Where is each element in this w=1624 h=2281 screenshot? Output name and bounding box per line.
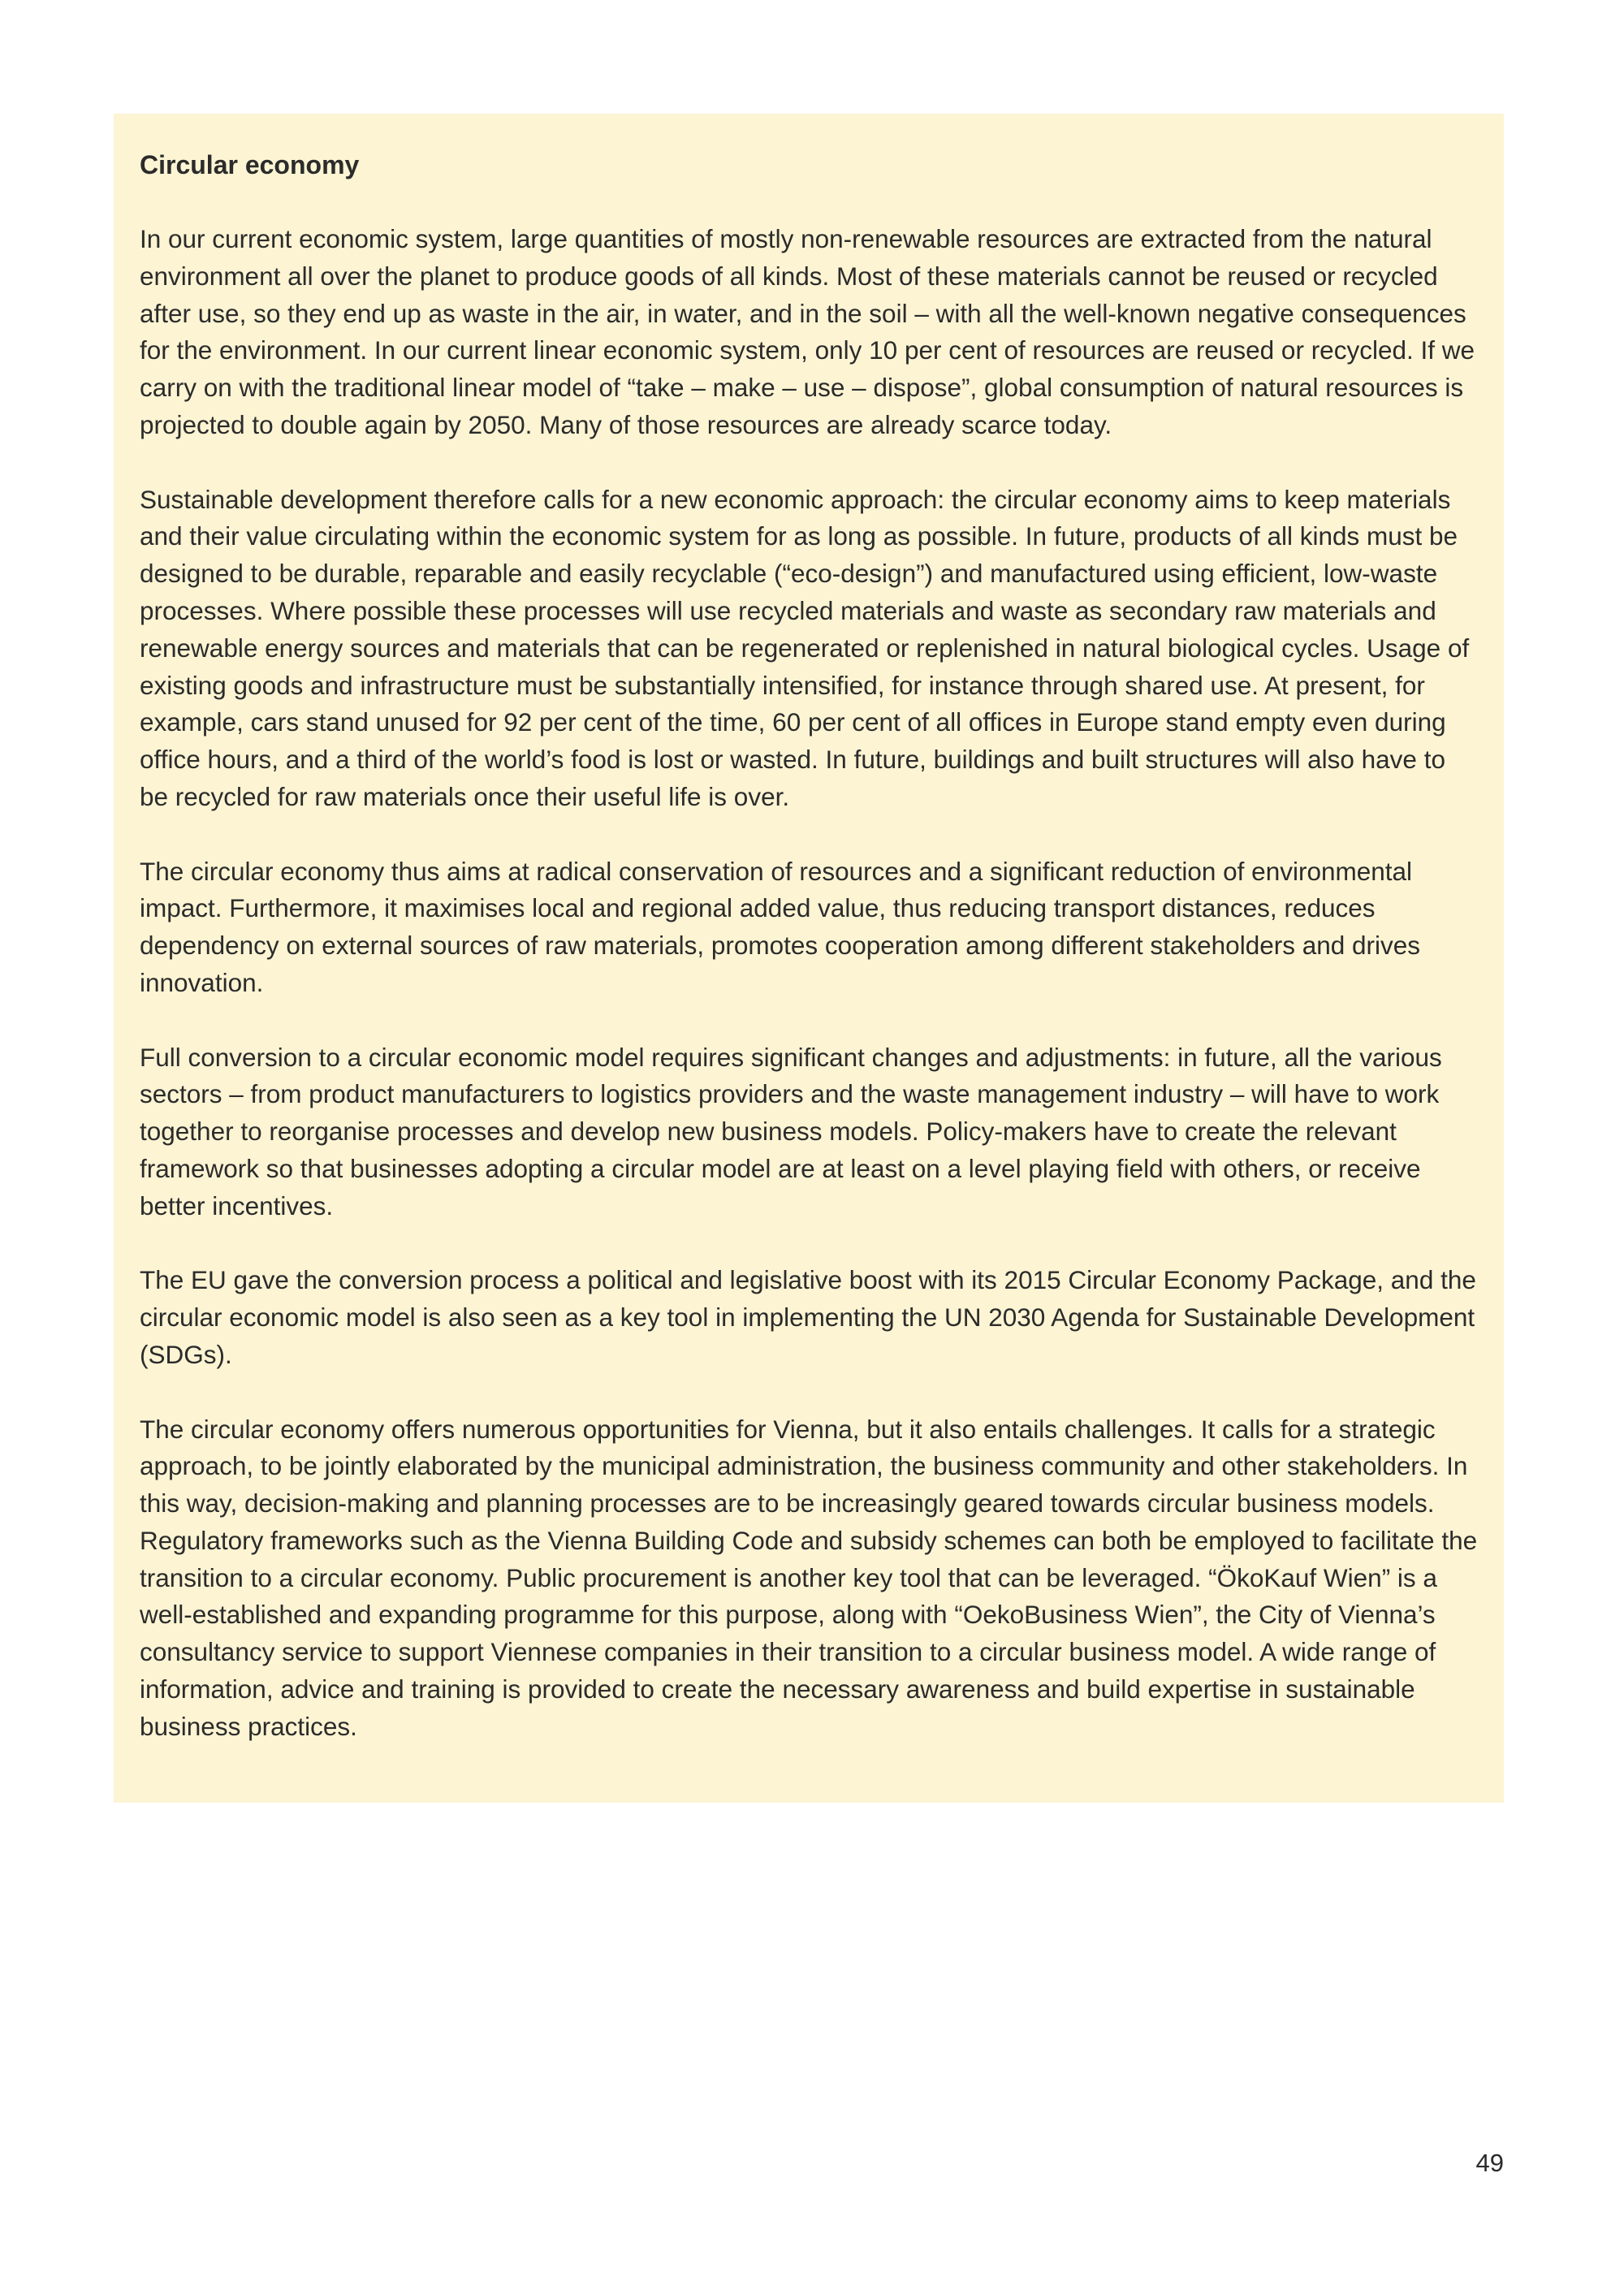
paragraph-vienna-opportunities: The circular economy offers numerous opportunities for Vienna, but it also entails challenges. It calls for a strategic approach, to be jointly elaborated by the municipal administration, the business community and other stakeholders. In this way, decision-making and planning processes are to be increasingly geared towards circular business models. Regulatory frameworks such as the Vienna Building Code and subsidy schemes can both be employed to facilitate the transition to a circular economy. Public procurement is another key tool that can be leveraged. “ÖkoKauf Wien” is a well-established and expanding programme for this purpose, along with “OekoBusiness Wien”, the City of Vienna’s consultancy service to support Viennese companies in their transition to a circular business model. A wide range of information, advice and training is provided to create the necessary awareness and build expertise in sustainable business practices. — [140, 1414, 1478, 1741]
box-title: Circular economy — [140, 150, 360, 179]
circular-economy-box — [114, 114, 1504, 1803]
paragraph-current-system: In our current economic system, large quantities of mostly non-renewable resources are extracted from the natural environment all over the planet to produce goods of all kinds. Most of these materials cannot be reused or recycled after use, so they end up as waste in the air, in water, and in the soil – with all the well-known negative consequences for the environment. In our current linear economic system, only 10 per cent of resources are reused or recycled. If we carry on with the traditional linear model of “take – make – use – dispose”, global consumption of natural resources is projected to double again by 2050. Many of those resources are already scarce today. — [140, 224, 1475, 439]
paragraph-sustainable-development: Sustainable development therefore calls for a new economic approach: the circular economy aims to keep materials and their value circulating within the economic system for as long as possible. In future, products of all kinds must be designed to be durable, reparable and easily recyclable (“eco-design”) and manufactured using efficient, low-waste processes. Where possible these processes will use recycled materials and waste as secondary raw materials and renewable energy sources and materials that can be regenerated or replenished in natural biological cycles. Usage of existing goods and infrastructure must be substantially intensified, for instance through shared use. At present, for example, cars stand unused for 92 per cent of the time, 60 per cent of all offices in Europe stand empty even during office hours, and a third of the world’s food is lost or wasted. In future, buildings and built structures will also have to be recycled for raw materials once their useful life is over. — [140, 484, 1470, 811]
paragraph-full-conversion: Full conversion to a circular economic model requires significant changes and adjustments: in future, all the various sectors – from product manufacturers to logistics providers and the waste management industry – will have to work together to reorganise processes and develop new business models. Policy-makers have to create the relevant framework so that businesses adopting a circular model are at least on a level playing field with others, or receive better incentives. — [140, 1042, 1442, 1220]
page-number: 49 — [1475, 2149, 1504, 2177]
paragraph-resource-conservation: The circular economy thus aims at radical conservation of resources and a significant reduction of environmental impact. Furthermore, it maximises local and regional added value, thus reducing transport distances, reduces dependency on external sources of raw materials, promotes cooperation among different stakeholders and drives innovation. — [140, 856, 1421, 997]
paragraph-eu-package: The EU gave the conversion process a political and legislative boost with its 2015 Circular Economy Package, and the circular economic model is also seen as a key tool in implementing the UN 2030 Agenda for Sustainable Development (SDGs). — [140, 1265, 1476, 1369]
